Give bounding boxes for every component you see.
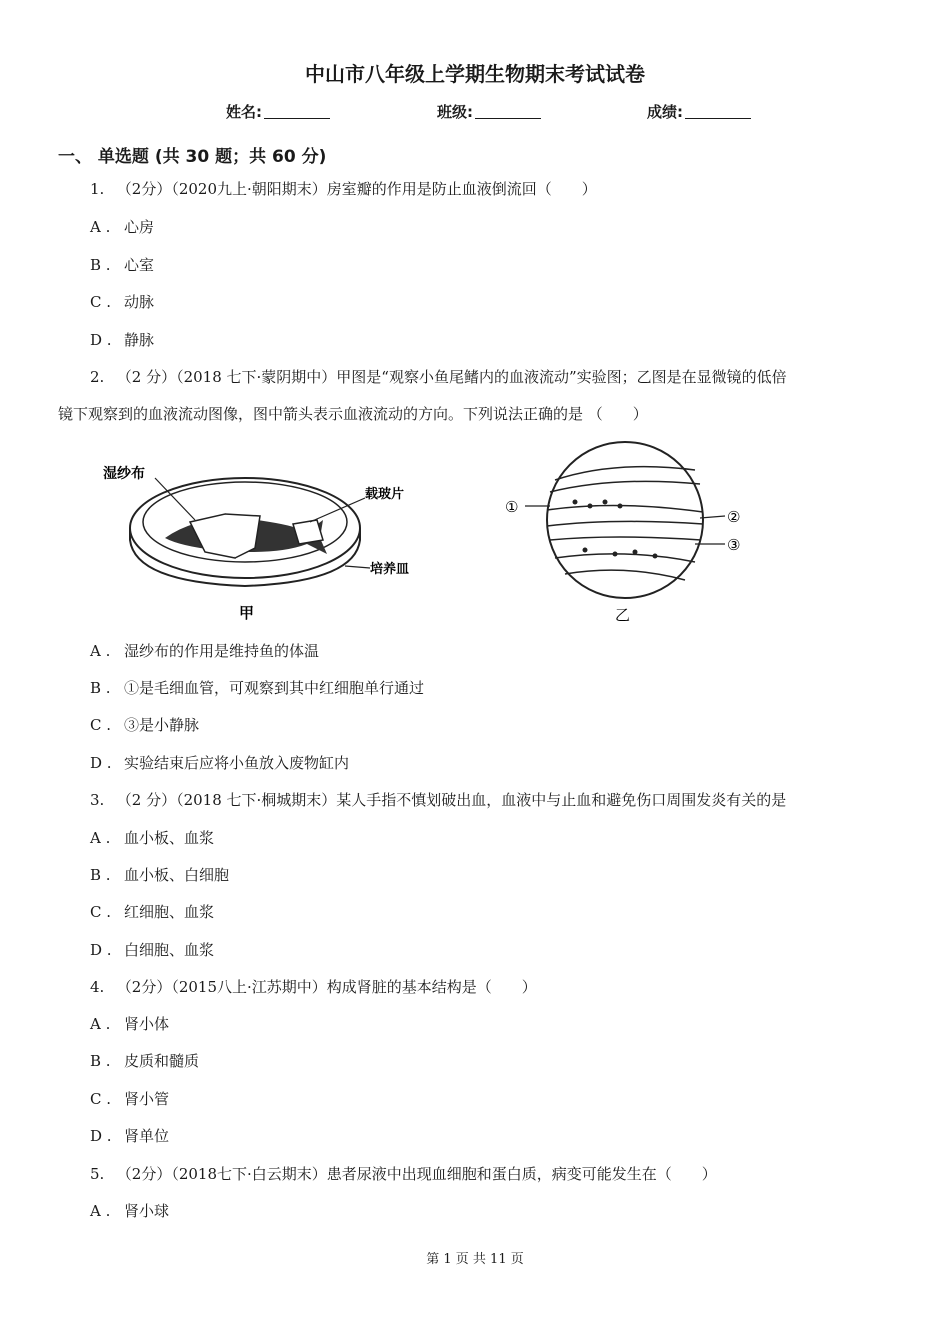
- option-letter: C .: [90, 293, 112, 311]
- option-text: 实验结束后应将小鱼放入废物缸内: [124, 754, 350, 772]
- question-text: （2分）（2015八上·江苏期中）构成肾脏的基本结构是（ ）: [116, 978, 537, 996]
- question-text: （2 分）（2018 七下·桐城期末）某人手指不慎划破出血，血液中与止血和避免伤口周围发炎有关的是: [116, 791, 787, 809]
- class-field: [437, 101, 541, 122]
- option-letter: D .: [90, 331, 112, 349]
- name-label: 姓名:: [226, 103, 262, 121]
- question-text: （2 分）（2018 七下·蒙阴期中）甲图是“观察小鱼尾鳍内的血液流动”实验图；乙图是在显微镜的低倍: [116, 368, 787, 386]
- question-number: 1.: [90, 180, 105, 198]
- option-text: ③是小静脉: [124, 716, 200, 734]
- question-4: [90, 976, 537, 997]
- exam-title: 中山市八年级上学期生物期末考试试卷: [305, 62, 645, 86]
- option-text: 心房: [124, 218, 155, 236]
- option-text: 血小板、白细胞: [124, 866, 230, 884]
- label-3: ③: [727, 536, 741, 554]
- question-number: 2.: [90, 368, 105, 386]
- score-field: [647, 101, 751, 122]
- option-c: [90, 714, 199, 735]
- option-text: 白细胞、血浆: [124, 941, 215, 959]
- option-text: 红细胞、血浆: [124, 903, 215, 921]
- option-letter: B .: [90, 866, 111, 884]
- option-a: [90, 827, 214, 848]
- option-b: [90, 254, 154, 275]
- option-letter: A .: [90, 1202, 111, 1220]
- option-letter: C .: [90, 716, 112, 734]
- option-text: 肾小管: [124, 1090, 170, 1108]
- label-jia: 甲: [239, 604, 255, 622]
- option-a: [90, 1200, 169, 1221]
- option-c: [90, 1088, 169, 1109]
- page-footer: 第 1 页 共 11 页: [426, 1252, 524, 1267]
- class-label: 班级:: [437, 103, 473, 121]
- question-text: （2分）（2018七下·白云期末）患者尿液中出现血细胞和蛋白质，病变可能发生在（ ）: [116, 1165, 717, 1183]
- option-text: 心室: [124, 256, 155, 274]
- option-letter: A .: [90, 642, 111, 660]
- option-text: 肾小球: [124, 1202, 170, 1220]
- option-text: 血小板、血浆: [124, 829, 215, 847]
- question-3: [90, 789, 786, 810]
- option-c: [90, 901, 214, 922]
- option-letter: B .: [90, 1052, 111, 1070]
- class-blank: [475, 104, 541, 119]
- label-wet-cloth: 湿纱布: [103, 466, 145, 482]
- option-d: [90, 939, 214, 960]
- figure-yi: [525, 442, 725, 598]
- question-1: [90, 178, 597, 199]
- option-letter: A .: [90, 1015, 111, 1033]
- option-text: 肾单位: [124, 1127, 170, 1145]
- option-text: 静脉: [124, 331, 155, 349]
- option-text: 肾小体: [124, 1015, 170, 1033]
- option-letter: C .: [90, 1090, 112, 1108]
- experiment-figure: [95, 440, 785, 630]
- question-2-continued: 镜下观察到的血液流动图像，图中箭头表示血液流动的方向。下列说法正确的是 （ ）: [58, 405, 648, 423]
- option-letter: B .: [90, 256, 111, 274]
- option-letter: A .: [90, 218, 111, 236]
- figure-jia: [130, 478, 370, 586]
- question-number: 5.: [90, 1165, 105, 1183]
- option-text: ①是毛细血管，可观察到其中红细胞单行通过: [124, 679, 425, 697]
- score-blank: [685, 104, 751, 119]
- option-letter: C .: [90, 903, 112, 921]
- option-b: [90, 864, 229, 885]
- question-number: 3.: [90, 791, 105, 809]
- option-letter: B .: [90, 679, 111, 697]
- option-text: 动脉: [124, 293, 155, 311]
- label-1: ①: [505, 498, 519, 516]
- score-label: 成绩:: [647, 103, 683, 121]
- option-letter: D .: [90, 941, 112, 959]
- label-2: ②: [727, 508, 741, 526]
- label-yi: 乙: [615, 606, 631, 624]
- option-d: [90, 329, 154, 350]
- option-d: [90, 752, 349, 773]
- option-text: 湿纱布的作用是维持鱼的体温: [124, 642, 320, 660]
- question-number: 4.: [90, 978, 105, 996]
- option-a: [90, 1013, 169, 1034]
- option-a: [90, 640, 319, 661]
- question-text: （2分）（2020九上·朝阳期末）房室瓣的作用是防止血液倒流回（ ）: [116, 180, 597, 198]
- label-slide: 载玻片: [365, 487, 405, 502]
- option-a: [90, 216, 154, 237]
- option-c: [90, 291, 154, 312]
- option-d: [90, 1125, 169, 1146]
- question-5: [90, 1163, 717, 1184]
- option-b: [90, 1050, 199, 1071]
- option-b: [90, 677, 424, 698]
- name-field: [226, 101, 330, 122]
- label-dish: 培养皿: [370, 562, 410, 577]
- question-2: [90, 366, 787, 387]
- option-text: 皮质和髓质: [124, 1052, 200, 1070]
- name-blank: [264, 104, 330, 119]
- option-letter: D .: [90, 1127, 112, 1145]
- section-heading: 一、 单选题 (共 30 题；共 60 分): [58, 147, 327, 167]
- option-letter: D .: [90, 754, 112, 772]
- option-letter: A .: [90, 829, 111, 847]
